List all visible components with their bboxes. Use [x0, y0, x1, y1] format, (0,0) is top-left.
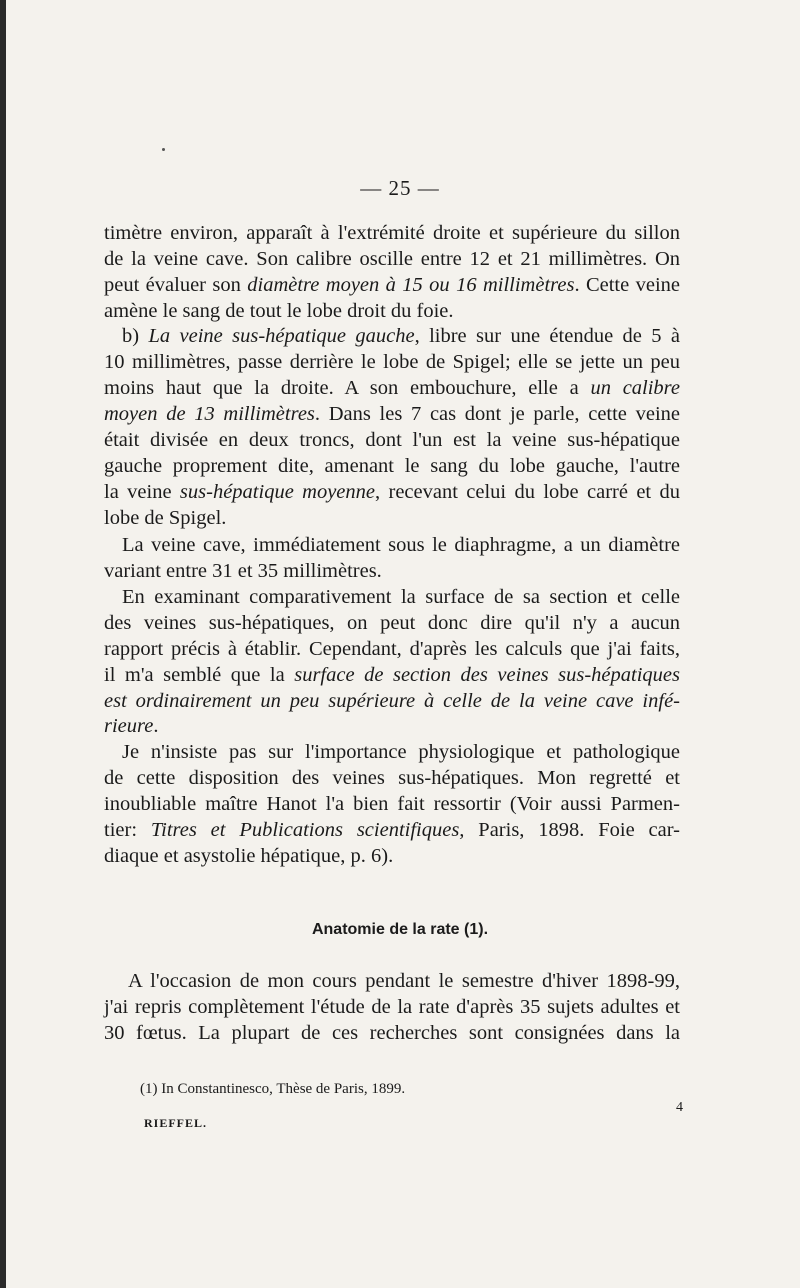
text-line: lobe de Spigel.	[104, 507, 227, 529]
text-line: des veines sus-hépatiques, on peut donc dire qu'il n'y a aucun	[104, 612, 680, 634]
text-line: La veine cave, immédiatement sous le diaphragme, a un diamètre	[122, 534, 680, 556]
text-line: moins haut que la droite. A son embouchure, elle a un calibre	[104, 377, 680, 399]
printer-signature: RIEFFEL.	[144, 1116, 208, 1130]
section-heading: Anatomie de la rate (1).	[311, 921, 489, 938]
text-line: de cette disposition des veines sus-hépatiques. Mon regretté et	[104, 767, 680, 789]
text-line: de la veine cave. Son calibre oscille entre 12 et 21 millimètres. On	[104, 248, 680, 270]
text-line: la veine sus-hépatique moyenne, recevant celui du lobe carré et du	[104, 481, 680, 503]
text-line: A l'occasion de mon cours pendant le semestre d'hiver 1898-99,	[128, 970, 680, 992]
text-line: est ordinairement un peu supérieure à celle de la veine cave infé-	[104, 690, 680, 712]
text-line: gauche proprement dite, amenant le sang du lobe gauche, l'autre	[104, 455, 680, 477]
text-line: b) La veine sus-hépatique gauche, libre sur une étendue de 5 à	[122, 325, 681, 347]
text-line: j'ai repris complètement l'étude de la rate d'après 35 sujets adultes et	[104, 996, 680, 1018]
text-line: inoubliable maître Hanot l'a bien fait ressortir (Voir aussi Parmen-	[104, 793, 680, 815]
text-line: moyen de 13 millimètres. Dans les 7 cas dont je parle, cette veine	[104, 403, 680, 425]
text-line: amène le sang de tout le lobe droit du foie.	[104, 300, 454, 322]
text-line: timètre environ, apparaît à l'extrémité droite et supérieure du sillon	[104, 222, 680, 244]
text-line: 30 fœtus. La plupart de ces recherches sont consignées dans la	[104, 1022, 680, 1044]
text-line: rieure.	[104, 715, 159, 737]
text-line: tier: Titres et Publications scientifiques, Paris, 1898. Foie car-	[104, 819, 680, 841]
speck	[162, 148, 165, 151]
text-line: En examinant comparativement la surface de sa section et celle	[122, 586, 680, 608]
text-line: diaque et asystolie hépatique, p. 6).	[104, 845, 394, 867]
text-line: peut évaluer son diamètre moyen à 15 ou 16 millimètres. Cette veine	[104, 274, 681, 296]
footnote: (1) In Constantinesco, Thèse de Paris, 1899.	[140, 1081, 406, 1097]
sheet-number: 4	[676, 1100, 683, 1115]
text-line: était divisée en deux troncs, dont l'un est la veine sus-hépatique	[104, 429, 680, 451]
text-line: Je n'insiste pas sur l'importance physiologique et pathologique	[122, 741, 680, 763]
text-line: 10 millimètres, passe derrière le lobe de Spigel; elle se jette un peu	[104, 351, 680, 373]
text-line: variant entre 31 et 35 millimètres.	[104, 560, 382, 582]
page-number: — 25 —	[360, 176, 440, 200]
text-line: il m'a semblé que la surface de section des veines sus-hépatiques	[104, 664, 680, 686]
text-line: rapport précis à établir. Cependant, d'après les calculs que j'ai faits,	[104, 638, 680, 660]
